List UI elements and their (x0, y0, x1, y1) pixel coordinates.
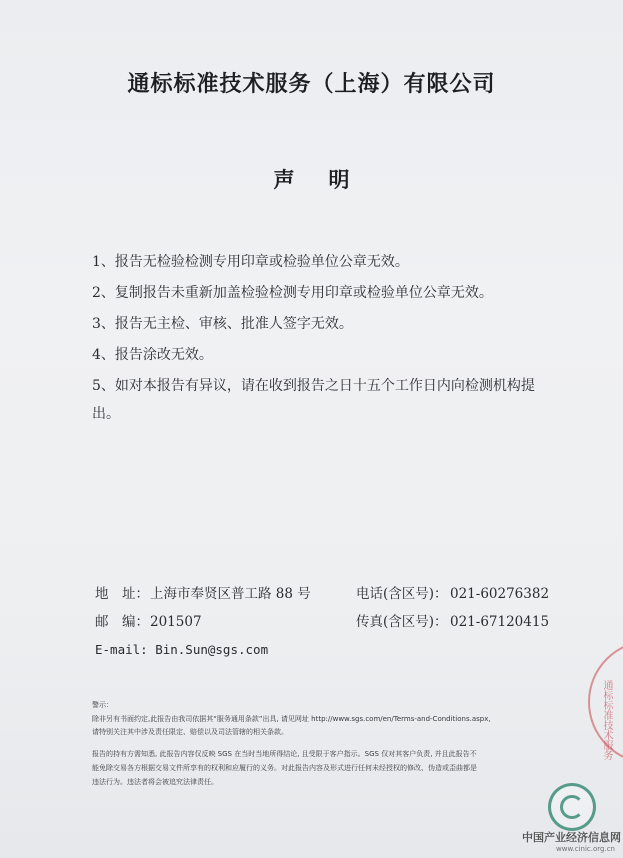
statement-heading (0, 164, 623, 194)
notice-line-4: 能免除交易各方根据交易文件所享有的权利和应履行的义务。对此报告内容及形式进行任何未经授权的修改、伪造或歪曲都是 (92, 764, 477, 772)
fax-label: 传真(含区号)： (356, 614, 448, 630)
clause-5-cont: 出。 (92, 406, 120, 422)
phone-value: 021-60276382 (450, 586, 550, 602)
email-line: E-mail: Bin.Sun@sgs.com (95, 642, 269, 657)
watermark-site-name: 中国产业经济信息网 (522, 831, 621, 844)
address-value: 上海市奉贤区普工路 88 号 (150, 586, 311, 602)
watermark-site-url: www.cinic.org.cn (556, 845, 615, 853)
notice-line-3: 报告的持有方需知悉, 此报告内容仅反映 SGS 在当时当地所得结论, 且受限于客户指示。SGS 仅对其客户负责, 并且此报告不 (92, 750, 477, 758)
heading-char-2: 明 (328, 168, 350, 192)
clause-3: 3、报告无主检、审核、批准人签字无效。 (92, 316, 353, 332)
notice-line-1: 除非另有书面约定,此报告由我司依据其“服务通用条款”出具, 请见网址 http://www.sgs.com/en/Terms-and-Conditions.aspx, (92, 715, 491, 723)
clause-4: 4、报告涂改无效。 (92, 347, 213, 363)
clause-2: 2、复制报告未重新加盖检验检测专用印章或检验单位公章无效。 (92, 285, 493, 301)
notice-heading: 警示： (92, 701, 113, 709)
clause-5: 5、如对本报告有异议，请在收到报告之日十五个工作日内向检测机构提 (92, 378, 535, 394)
clause-1: 1、报告无检验检测专用印章或检验单位公章无效。 (92, 254, 409, 270)
fax-value: 021-67120415 (450, 614, 550, 630)
phone-label: 电话(含区号)： (356, 586, 448, 602)
notice-line-5: 违法行为。违法者将会被追究法律责任。 (92, 778, 218, 786)
heading-char-1: 声 (273, 168, 295, 192)
postcode-value: 201507 (150, 614, 202, 630)
company-title: 通标标准技术服务（上海）有限公司 (127, 72, 496, 97)
seal-text: 通标标准技术服务 (601, 680, 612, 760)
postcode-label: 邮 编： (95, 614, 149, 630)
notice-line-2: 请特别关注其中涉及责任限定、赔偿以及司法管辖的相关条款。 (92, 728, 288, 736)
watermark-logo-icon (548, 783, 596, 831)
address-label: 地 址： (95, 586, 149, 602)
